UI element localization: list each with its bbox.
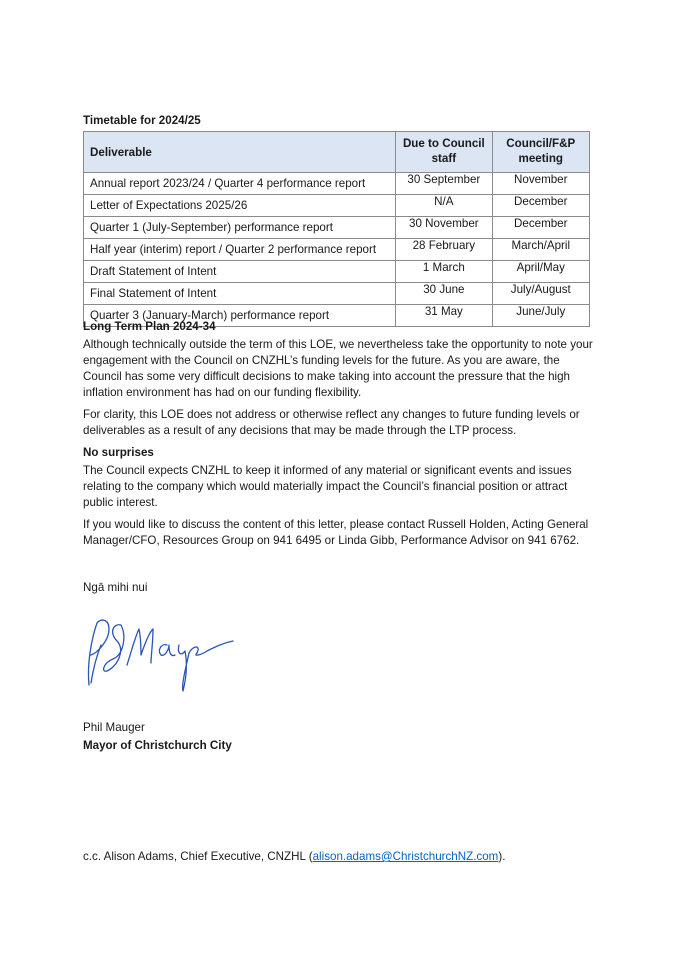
contact-paragraph: [83, 517, 603, 549]
timetable-table: [83, 131, 590, 327]
cc-text: c.c. Alison Adams, Chief Executive, CNZHL (: [83, 850, 313, 863]
text-line: Manager/CFO, Resources Group on 941 6495 or Linda Gibb, Performance Advisor on 941 6762.: [83, 534, 580, 547]
text-line: deliverables as a result of any decisions that may be made through the LTP process.: [83, 424, 517, 437]
text-line: relating to the company which would materially impact the Council’s financial position or attract: [83, 480, 568, 493]
signature-icon: [83, 615, 243, 700]
cell-meeting: July/August: [492, 283, 589, 305]
cell-due: 1 March: [396, 261, 492, 283]
cell-meeting: June/July: [492, 305, 589, 327]
no-surprises-heading: No surprises: [83, 446, 154, 459]
cell-deliverable: Half year (interim) report / Quarter 2 performance report: [84, 239, 396, 261]
table-row: [84, 173, 590, 195]
no-surprises-section: [83, 445, 603, 549]
ltp-paragraph-2: [83, 407, 603, 439]
table-row: [84, 217, 590, 239]
cell-meeting: December: [492, 195, 589, 217]
ltp-heading: Long Term Plan 2024-34: [83, 320, 216, 333]
table-row: [84, 239, 590, 261]
text-line: public interest.: [83, 496, 158, 509]
cc-suffix: ).: [498, 850, 506, 863]
ltp-paragraph-1: [83, 337, 603, 401]
cell-due: 30 June: [396, 283, 492, 305]
table-header-row: [84, 132, 590, 173]
cc-line: [83, 849, 603, 865]
cell-due: N/A: [396, 195, 492, 217]
cell-deliverable: Final Statement of Intent: [84, 283, 396, 305]
text-line: inflation environment has had on our funding flexibility.: [83, 386, 362, 399]
cell-deliverable: Annual report 2023/24 / Quarter 4 performance report: [84, 173, 396, 195]
cell-meeting: March/April: [492, 239, 589, 261]
text-line: Council has some very difficult decisions to make taking into account the pressure that the high: [83, 370, 570, 383]
ltp-section: [83, 319, 603, 439]
signatory-title: Mayor of Christchurch City: [83, 739, 232, 752]
text-line: Although technically outside the term of this LOE, we nevertheless take the opportunity to note your: [83, 338, 593, 351]
cell-meeting: December: [492, 217, 589, 239]
column-header-meeting: Council/F&P meeting: [492, 132, 589, 173]
cell-deliverable: Quarter 1 (July-September) performance report: [84, 217, 396, 239]
text-line: If you would like to discuss the content of this letter, please contact Russell Holden, Acting General: [83, 518, 589, 531]
column-header-due: Due to Council staff: [396, 132, 492, 173]
timetable-heading: Timetable for 2024/25: [83, 114, 201, 127]
cc-email-link[interactable]: alison.adams@ChristchurchNZ.com: [312, 850, 499, 863]
signatory-name: Phil Mauger: [83, 721, 145, 734]
table-row: [84, 283, 590, 305]
text-line: The Council expects CNZHL to keep it informed of any material or significant events and issues: [83, 464, 572, 477]
cell-deliverable: Letter of Expectations 2025/26: [84, 195, 396, 217]
cell-deliverable: Draft Statement of Intent: [84, 261, 396, 283]
text-line: For clarity, this LOE does not address or otherwise reflect any changes to future funding levels or: [83, 408, 580, 421]
cell-meeting: November: [492, 173, 589, 195]
table-row: [84, 195, 590, 217]
cell-meeting: April/May: [492, 261, 589, 283]
cell-due: 30 September: [396, 173, 492, 195]
table-row: [84, 261, 590, 283]
salutation: Ngā mihi nui: [83, 581, 148, 594]
cell-due: 30 November: [396, 217, 492, 239]
column-header-deliverable: Deliverable: [84, 132, 396, 173]
cell-deliverable: Quarter 3 (January-March) performance report: [84, 305, 396, 327]
cell-due: 28 February: [396, 239, 492, 261]
cell-due: 31 May: [396, 305, 492, 327]
no-surprises-paragraph-1: [83, 463, 603, 511]
text-line: engagement with the Council on CNZHL’s funding levels for the future. As you are aware, the: [83, 354, 560, 367]
